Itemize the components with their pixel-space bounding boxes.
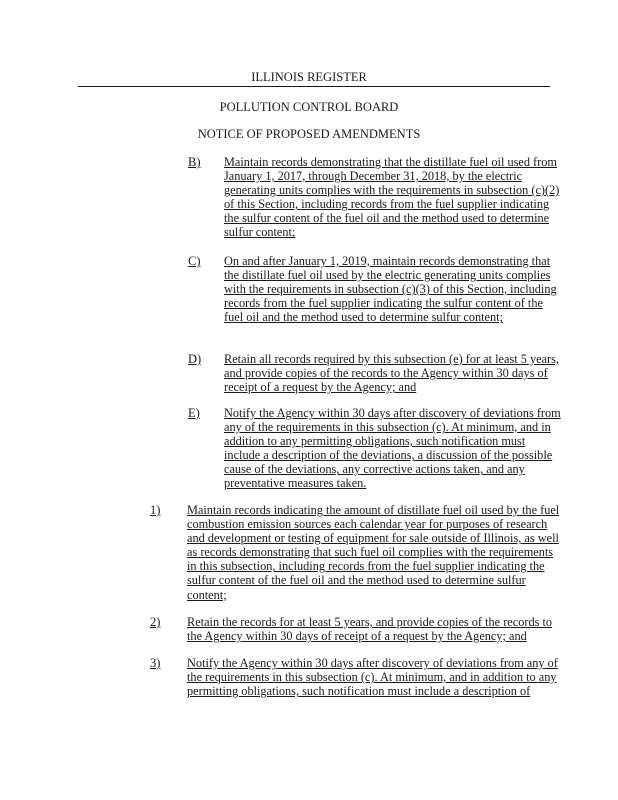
item-label: B) <box>188 155 201 169</box>
item-label: 1) <box>150 503 161 517</box>
item-text: Maintain records demonstrating that the distillate fuel oil used from January 1, 2017, through December 31, 2018, by the electric generating units complies with the requirements in subsection (c)(2) of this Section, including records from the fuel supplier indicating the sulfur content of the fuel oil and the method used to determine sulfur content; <box>224 155 560 240</box>
item-label: C) <box>188 254 201 268</box>
register-title: ILLINOIS REGISTER <box>251 70 367 84</box>
item-text: Retain all records required by this subsection (e) for at least 5 years, and provide copies of the records to the Agency within 30 days of receipt of a request by the Agency; and <box>224 352 559 395</box>
item-text: Notify the Agency within 30 days after discovery of deviations from any of the requirements in this subsection (c). At minimum, and in addition to any permitting obligations, such notification must include a description of the deviations, a discussion of the possible cause of the deviations, any corrective actions taken, and any preventative measures taken. <box>224 406 561 491</box>
item-label: D) <box>188 352 202 366</box>
board-name: POLLUTION CONTROL BOARD <box>219 100 399 114</box>
item-label: 2) <box>150 615 161 629</box>
notice-title: NOTICE OF PROPOSED AMENDMENTS <box>197 127 421 141</box>
item-label: 3) <box>150 656 161 670</box>
item-label: E) <box>188 406 200 420</box>
item-text: Notify the Agency within 30 days after discovery of deviations from any of the requirements in this subsection (c). At minimum, and in addition to any permitting obligations, such notification must include a description of <box>187 656 558 699</box>
item-text: Retain the records for at least 5 years, and provide copies of the records to the Agency within 30 days of receipt of a request by the Agency; and <box>187 615 553 644</box>
item-text: On and after January 1, 2019, maintain records demonstrating that the distillate fuel oil used by the electric generating units complies with the requirements in subsection (c)(3) of this Section, including records from the fuel supplier indicating the sulfur content of the fuel oil and the method used to determine sulfur content; <box>224 254 557 325</box>
header-rule <box>78 86 550 87</box>
item-text: Maintain records indicating the amount of distillate fuel oil used by the fuel combustion emission sources each calendar year for purposes of research and development or testing of equipment for sale outside of Illinois, as well as records demonstrating that such fuel oil complies with the requirements in this subsection, including records from the fuel supplier indicating the sulfur content of the fuel oil and the method used to determine sulfur content; <box>187 503 560 602</box>
